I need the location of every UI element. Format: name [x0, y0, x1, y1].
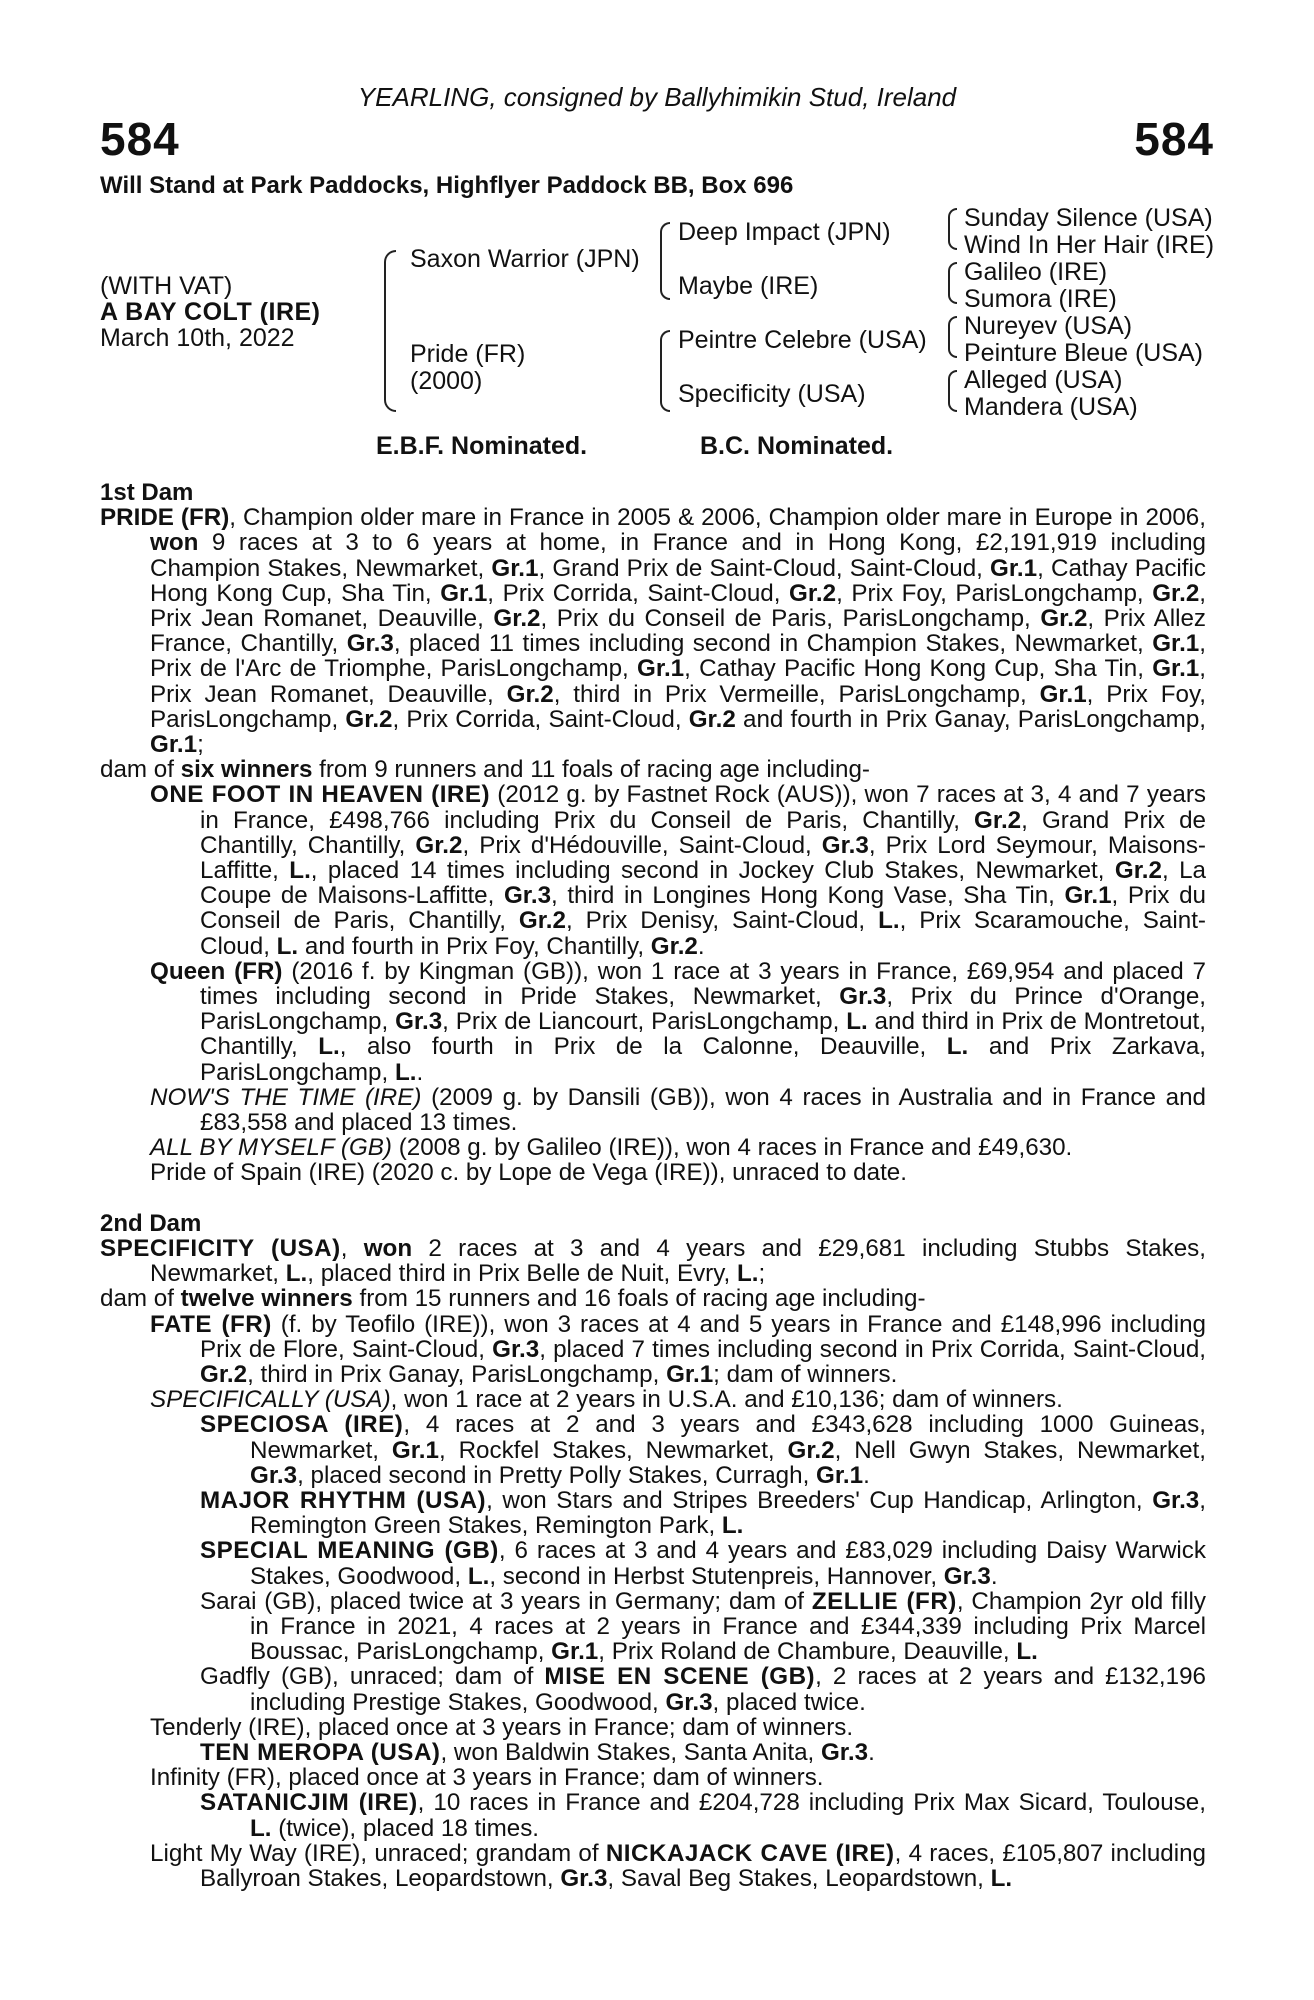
produce-nows-the-time: NOW'S THE TIME (IRE) (2009 g. by Dansili (GB)), won 4 races in Australia and in France and £83,558 and placed 13 times.	[150, 1083, 1206, 1137]
pedigree-dds: Alleged (USA)	[964, 366, 1123, 394]
catalogue-body	[100, 480, 1206, 1891]
produce-queen: Queen (FR) (2016 f. by Kingman (GB)), won 1 race at 3 years in France, £69,954 and placed 7 times including second in Pride Stakes, Newmarket, Gr.3, Prix du Prince d'Orange, ParisLongchamp, Gr.3, Prix de Liancourt, ParisLongchamp, L. and third in Prix de Montretout, Chantilly, L., also fourth in Prix de la Calonne, Deauville, L. and Prix Zarkava, ParisLongchamp, L..	[150, 957, 1207, 1086]
produce-light-my-way: Light My Way (IRE), unraced; grandam of NICKAJACK CAVE (IRE), 4 races, £105,807 including Ballyroan Stakes, Leopardstown, Gr.3, Saval Beg Stakes, Leopardstown, L.	[150, 1839, 1207, 1892]
produce-satanicjim: SATANICJIM (IRE), 10 races in France and £204,728 including Prix Max Sicard, Toulouse, L. (twice), placed 18 times.	[200, 1789, 1206, 1842]
pedigree-brace-dd	[948, 370, 957, 412]
first-dam-produce-summary: dam of six winners from 9 runners and 11 foals of racing age including-	[100, 756, 870, 784]
consignment-line: YEARLING, consigned by Ballyhimikin Stud, Ireland	[357, 82, 957, 112]
pedigree-brace-main	[384, 250, 396, 412]
pedigree-brace-dam	[660, 330, 670, 412]
pedigree-brace-sd	[948, 262, 957, 304]
produce-ten-meropa: TEN MEROPA (USA), won Baldwin Stakes, Santa Anita, Gr.3.	[200, 1738, 875, 1766]
produce-all-by-myself: ALL BY MYSELF (GB) (2008 g. by Galileo (IRE)), won 4 races in France and £49,630.	[150, 1134, 1073, 1162]
pedigree-dam: Pride (FR)	[410, 340, 526, 368]
pedigree-brace-ds	[948, 316, 957, 358]
pedigree-dam-year: (2000)	[410, 367, 483, 395]
horse-name: A BAY COLT (IRE)	[100, 298, 321, 326]
produce-major-rhythm: MAJOR RHYTHM (USA), won Stars and Stripes Breeders' Cup Handicap, Arlington, Gr.3, Remington Green Stakes, Remington Park, L.	[200, 1486, 1206, 1540]
produce-tenderly: Tenderly (IRE), placed once at 3 years in France; dam of winners.	[150, 1713, 854, 1741]
produce-fate: FATE (FR) (f. by Teofilo (IRE)), won 3 races at 4 and 5 years in France and £148,996 including Prix de Flore, Saint-Cloud, Gr.3, placed 7 times including second in Prix Corrida, Saint-Cloud, Gr.2, third in Prix Ganay, ParisLongchamp, Gr.1; dam of winners.	[150, 1310, 1206, 1388]
pedigree-ssd: Wind In Her Hair (IRE)	[964, 231, 1215, 259]
pedigree-brace-sire	[660, 222, 670, 300]
pedigree-sdd: Sumora (IRE)	[964, 285, 1117, 313]
pedigree-dam-dam: Specificity (USA)	[678, 380, 866, 408]
stand-location: Will Stand at Park Paddocks, Highflyer Paddock BB, Box 696	[100, 172, 794, 199]
first-dam-heading: 1st Dam	[100, 479, 194, 506]
pedigree-sds: Galileo (IRE)	[964, 258, 1108, 286]
second-dam-heading: 2nd Dam	[100, 1209, 202, 1237]
produce-sarai: Sarai (GB), placed twice at 3 years in Germany; dam of ZELLIE (FR), Champion 2yr old filly in France in 2021, 4 races at 2 years in France and £344,339 including Prix Marcel Boussac, ParisLongchamp, Gr.1, Prix Roland de Chambure, Deauville, L.	[200, 1587, 1206, 1666]
pedigree-brace-ss	[948, 208, 957, 250]
produce-speciosa: SPECIOSA (IRE), 4 races at 2 and 3 years and £343,628 including 1000 Guineas, Newmarket, Gr.1, Rockfel Stakes, Newmarket, Gr.2, Nell Gwyn Stakes, Newmarket, Gr.3, placed second in Pretty Polly Stakes, Curragh, Gr.1.	[200, 1411, 1206, 1489]
bc-nomination: B.C. Nominated.	[700, 432, 894, 460]
foaling-date: March 10th, 2022	[100, 324, 295, 352]
pedigree-sire-sire: Deep Impact (JPN)	[678, 218, 891, 246]
produce-gadfly: Gadfly (GB), unraced; dam of MISE EN SCENE (GB), 2 races at 2 years and £132,196 including Prestige Stakes, Goodwood, Gr.3, placed twice.	[200, 1663, 1206, 1716]
second-dam-entry: SPECIFICITY (USA), won 2 races at 3 and 4 years and £29,681 including Stubbs Stakes, Newmarket, L., placed third in Prix Belle de Nuit, Evry, L.;	[100, 1234, 1206, 1288]
pedigree-dsd: Peinture Bleue (USA)	[964, 339, 1204, 367]
produce-specifically: SPECIFICALLY (USA), won 1 race at 2 years in U.S.A. and £10,136; dam of winners.	[150, 1386, 1063, 1414]
lot-number-left: 584	[100, 113, 180, 165]
pedigree-sire-dam: Maybe (IRE)	[678, 272, 819, 300]
produce-pride-of-spain: Pride of Spain (IRE) (2020 c. by Lope de Vega (IRE)), unraced to date.	[150, 1159, 907, 1187]
vat-note: (WITH VAT)	[100, 272, 233, 300]
produce-infinity: Infinity (FR), placed once at 3 years in France; dam of winners.	[150, 1764, 824, 1792]
lot-number-right: 584	[1134, 113, 1214, 165]
produce-special-meaning: SPECIAL MEANING (GB), 6 races at 3 and 4 years and £83,029 including Daisy Warwick Stakes, Goodwood, L., second in Herbst Stutenpreis, Hannover, Gr.3.	[200, 1537, 1206, 1590]
pedigree-sss: Sunday Silence (USA)	[964, 204, 1213, 232]
produce-one-foot-in-heaven: ONE FOOT IN HEAVEN (IRE) (2012 g. by Fastnet Rock (AUS)), won 7 races at 3, 4 and 7 years in France, £498,766 including Prix du Conseil de Paris, Chantilly, Gr.2, Grand Prix de Chantilly, Chantilly, Gr.2, Prix d'Hédouville, Saint-Cloud, Gr.3, Prix Lord Seymour, Maisons-Laffitte, L., placed 14 times including second in Jockey Club Stakes, Newmarket, Gr.2, La Coupe de Maisons-Laffitte, Gr.3, third in Longines Hong Kong Vase, Sha Tin, Gr.1, Prix du Conseil de Paris, Chantilly, Gr.2, Prix Denisy, Saint-Cloud, L., Prix Scaramouche, Saint-Cloud, L. and fourth in Prix Foy, Chantilly, Gr.2.	[150, 781, 1206, 960]
pedigree-dam-sire: Peintre Celebre (USA)	[678, 326, 927, 354]
second-dam-produce-summary: dam of twelve winners from 15 runners and 16 foals of racing age including-	[100, 1285, 926, 1313]
ebf-nomination: E.B.F. Nominated.	[376, 432, 588, 460]
pedigree-sire: Saxon Warrior (JPN)	[410, 245, 640, 273]
pedigree-ddd: Mandera (USA)	[964, 393, 1138, 421]
first-dam-entry: PRIDE (FR), Champion older mare in France in 2005 & 2006, Champion older mare in Europe in 2006, won 9 races at 3 to 6 years at home, in France and in Hong Kong, £2,191,919 including Champion Stakes, Newmarket, Gr.1, Grand Prix de Saint-Cloud, Saint-Cloud, Gr.1, Cathay Pacific Hong Kong Cup, Sha Tin, Gr.1, Prix Corrida, Saint-Cloud, Gr.2, Prix Foy, ParisLongchamp, Gr.2, Prix Jean Romanet, Deauville, Gr.2, Prix du Conseil de Paris, ParisLongchamp, Gr.2, Prix Allez France, Chantilly, Gr.3, placed 11 times including second in Champion Stakes, Newmarket, Gr.1, Prix de l'Arc de Triomphe, ParisLongchamp, Gr.1, Cathay Pacific Hong Kong Cup, Sha Tin, Gr.1, Prix Jean Romanet, Deauville, Gr.2, third in Prix Vermeille, ParisLongchamp, Gr.1, Prix Foy, ParisLongchamp, Gr.2, Prix Corrida, Saint-Cloud, Gr.2 and fourth in Prix Ganay, ParisLongchamp, Gr.1;	[100, 504, 1207, 759]
pedigree-dss: Nureyev (USA)	[964, 312, 1133, 340]
